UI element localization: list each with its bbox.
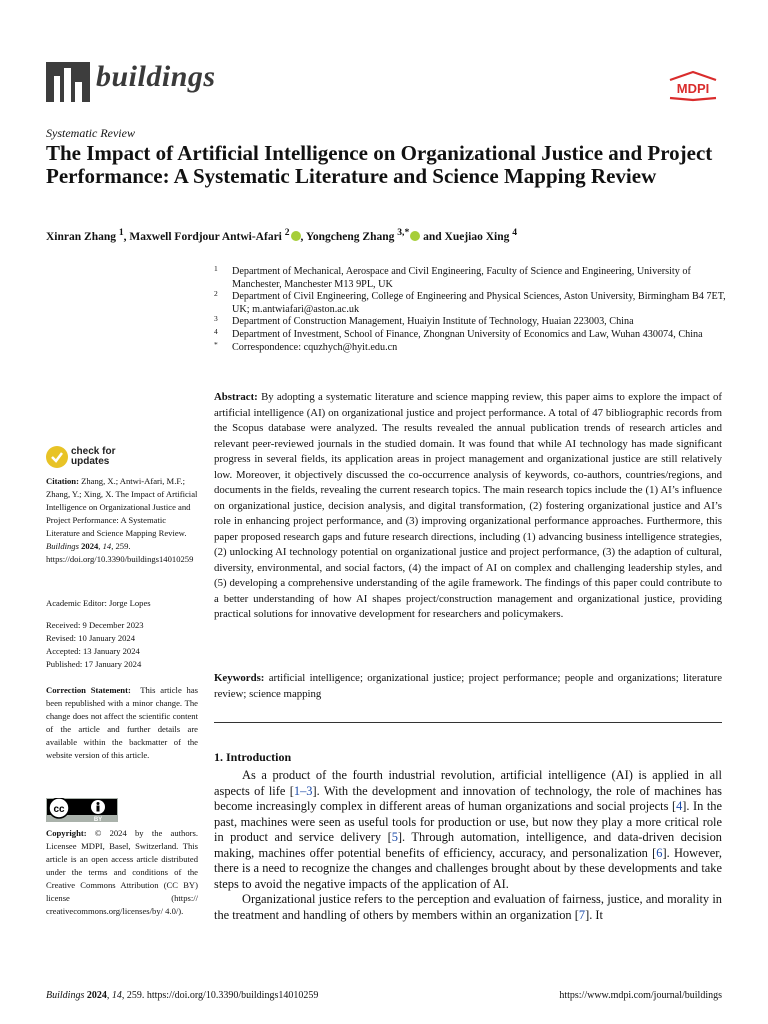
affiliation-item bbox=[214, 266, 734, 291]
author-name: Xuejiao Xing bbox=[444, 230, 510, 243]
abstract bbox=[214, 390, 722, 623]
check-for-updates-button[interactable] bbox=[46, 446, 115, 468]
keywords bbox=[214, 671, 722, 702]
paragraph-text: ]. Through automation, intelligence, and data-driven decision making, machines offer potential benefits of efficiency, accuracy, and personalization [ bbox=[214, 830, 722, 860]
affiliation-number: * bbox=[214, 339, 218, 349]
mdpi-logo-icon bbox=[666, 70, 720, 102]
mdpi-logo-text: MDPI bbox=[676, 81, 710, 96]
correction-statement: Correction Statement: This article has been republished with a minor change. The change does not affect the scientific content of the article and further details are available within the backmatter of the website version of this article. bbox=[46, 685, 199, 760]
footer-journal-url[interactable]: https://www.mdpi.com/journal/buildings bbox=[559, 990, 722, 1001]
check-updates-label: check for updates bbox=[71, 446, 116, 467]
publication-dates bbox=[46, 619, 198, 671]
author-name: Maxwell Fordjour Antwi-Afari bbox=[129, 230, 282, 243]
section-divider bbox=[214, 722, 722, 723]
orcid-icon[interactable] bbox=[410, 231, 420, 241]
date-entry: Accepted: 13 January 2024 bbox=[46, 646, 140, 656]
keywords-text: artificial intelligence; organizational justice; project performance; people and organizations; literature review; science mapping bbox=[214, 672, 722, 700]
journal-name: buildings bbox=[96, 60, 216, 93]
paragraph-text: ]. In the past, machines were seen as useful tools for production or use, but now they play a more critical role in product and service delivery [ bbox=[214, 799, 722, 844]
affiliation-item bbox=[214, 339, 734, 355]
paragraph-text: ]. It bbox=[585, 907, 603, 922]
affiliation-number: 3 bbox=[214, 314, 218, 324]
author-affiliation-marker: 2 bbox=[284, 227, 290, 238]
citation-doi-link[interactable]: , 259. https://doi.org/10.3390/buildings14010259 bbox=[46, 541, 194, 564]
author-separator: , bbox=[123, 230, 130, 243]
reference-link[interactable]: 1–3 bbox=[293, 783, 313, 798]
orcid-icon[interactable] bbox=[291, 231, 301, 241]
affiliation-item bbox=[214, 316, 734, 329]
article-title: The Impact of Artificial Intelligence on Organizational Justice and Project Performance: A Systematic Literature and Science Mapping Review bbox=[46, 141, 713, 188]
article-type: Systematic Review bbox=[46, 126, 135, 140]
copyright-notice: Copyright: © 2024 by the authors. Licensee MDPI, Basel, Switzerland. This article is an open access article distributed under the terms and conditions of the Creative Commons Attribution (CC BY) license (https:// creativecommons.org/licenses/by/ 4.0/). bbox=[46, 828, 198, 916]
date-entry: Revised: 10 January 2024 bbox=[46, 633, 136, 643]
citation-block: Citation: Zhang, X.; Antwi-Afari, M.F.; Zhang, Y.; Xing, X. The Impact of Artificial Intelligence on Organizational Justice and Project Performance: A Systematic Literature and Science Mapping Review. Buildings 2024, 14, 259. https://doi.org/10.3390/buildings14010259 bbox=[46, 476, 198, 564]
author-separator: , bbox=[300, 230, 306, 243]
paragraph-text: ]. With the development and innovation of technology, the role of machines has become increasingly complex in different areas of human organizations and social projects [ bbox=[214, 783, 722, 813]
author-name: Yongcheng Zhang bbox=[305, 230, 395, 243]
reference-link[interactable]: 4 bbox=[676, 799, 683, 813]
buildings-logo-icon bbox=[46, 62, 90, 102]
keywords-label: Keywords: bbox=[214, 672, 265, 684]
svg-text:cc: cc bbox=[53, 804, 65, 815]
paragraph-text: ]. However, there is a need to recognize the changes and challenges brought about by these developments and take steps to avoid the negative impacts of the application of AI. bbox=[214, 845, 722, 891]
check-updates-icon bbox=[46, 446, 68, 468]
abstract-label: Abstract: bbox=[214, 391, 258, 403]
affiliation-item bbox=[214, 326, 734, 342]
affiliation-text: Department of Investment, School of Finance, Zhongnan University of Economics and Law, Wuhan 430074, China bbox=[232, 328, 703, 340]
affiliation-text: Correspondence: cquzhych@hyit.edu.cn bbox=[232, 341, 398, 353]
reference-link[interactable]: 6 bbox=[656, 845, 663, 860]
affiliation-number: 2 bbox=[214, 289, 218, 299]
academic-editor: Academic Editor: Jorge Lopes bbox=[46, 598, 151, 608]
affiliation-text: Department of Civil Engineering, College of Engineering and Physical Sciences, Aston University, Birmingham B4 7ET, UK; m.antwiafari@aston.ac.uk bbox=[232, 291, 726, 315]
author-affiliation-marker: 4 bbox=[512, 227, 518, 238]
author-affiliation-marker: 3,* bbox=[397, 227, 410, 238]
author-name: Xinran Zhang bbox=[46, 230, 116, 243]
paragraph-text: Organizational justice refers to the perception and evaluation of fairness, justice, and morality in the treatment and handling of others by members within an organization [ bbox=[214, 892, 722, 922]
affiliation-number: 1 bbox=[214, 264, 218, 273]
date-entry: Received: 9 December 2023 bbox=[46, 620, 144, 630]
author-list bbox=[46, 227, 746, 243]
date-entry: Published: 17 January 2024 bbox=[46, 659, 142, 669]
footer-doi-link[interactable]: , 259. https://doi.org/10.3390/buildings14010259 bbox=[121, 990, 319, 1001]
svg-text:BY: BY bbox=[93, 817, 103, 822]
affiliation-item bbox=[214, 291, 734, 316]
introduction-body bbox=[214, 768, 722, 923]
intro-paragraph-1 bbox=[214, 768, 722, 892]
reference-link[interactable]: 5 bbox=[391, 830, 398, 844]
affiliations bbox=[214, 266, 734, 354]
section-heading-introduction: 1. Introduction bbox=[214, 750, 292, 764]
intro-paragraph-2 bbox=[214, 892, 722, 923]
affiliation-number: 4 bbox=[214, 326, 218, 336]
affiliation-text: Department of Mechanical, Aerospace and Civil Engineering, Faculty of Science and Engineering, University of Manchester, Manchester M13 9PL, UK bbox=[232, 266, 691, 290]
author-separator: and bbox=[420, 230, 445, 243]
affiliation-text: Department of Construction Management, Huaiyin Institute of Technology, Huaian 223003, China bbox=[232, 316, 634, 328]
abstract-text: By adopting a systematic literature and science mapping review, this paper aims to explore the impact of artificial intelligence (AI) on organizational justice and project performance. A total of 47 bibliographic records from the Scopus database were analyzed. The results revealed the annual publication trends of research articles and relevant peer-reviewed journals in the studied domain. It was found that while AI technology has made significant progress in several fields, its application areas in project management and organizational justice are still relatively low. Moreover, it objectively discussed the co-occurrence analysis of keywords, co-authors, countries/regions, and documents in the fields, revealing the current research topics. The main research topics include the (1) AI’s influence on organizational justice, decision analysis, and digital transformation, (2) fostering organizational justice and AI’s role in enhancing project performance, and (3) improving organizational performance approaches. Furthermore, this paper proposed research gaps and future research directions, including (1) advancing business intelligence strategies, (2) unlocking AI technology potential on organizational justice and project performance, (3) the adaption of cultural, diversity, environmental, and social factors, (4) the impact of AI on complex and challenging leadership styles, and (5) developing a comprehensive understanding of the agile framework. The findings of this paper could contribute to a better understanding of how AI shapes project/construction management and organizational justice, providing practical solutions for innovative development for researchers and policymakers. bbox=[214, 391, 722, 620]
cc-by-license-icon[interactable] bbox=[46, 798, 118, 822]
author-affiliation-marker: 1 bbox=[118, 227, 124, 238]
paragraph-text: As a product of the fourth industrial revolution, artificial intelligence (AI) is applied in all aspects of life [ bbox=[214, 768, 722, 798]
reference-link[interactable]: 7 bbox=[578, 907, 586, 922]
footer-citation: Buildings 2024, 14, 259. https://doi.org/10.3390/buildings14010259 bbox=[46, 990, 319, 1001]
